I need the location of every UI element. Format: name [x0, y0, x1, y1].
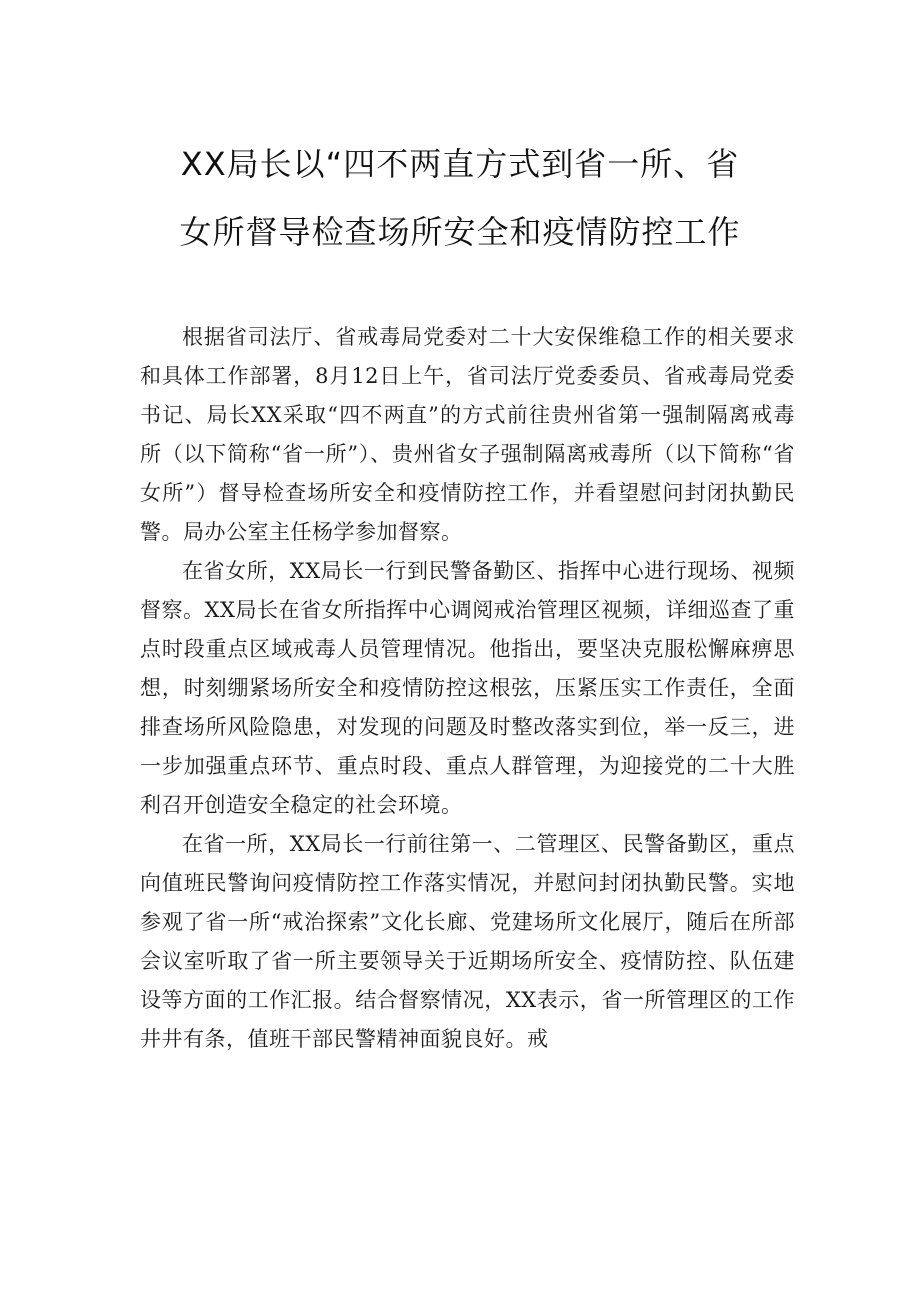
document-title — [100, 145, 820, 251]
title-line-2: 女所督导检查场所安全和疫情防控工作 — [179, 213, 741, 251]
title-line-1: XX局长以“四不两直方式到省一所、省 — [180, 145, 740, 183]
paragraph-2: 在省女所，XX局长一行到民警备勤区、指挥中心进行现场、视频督察。XX局长在省女所指挥中心调阅戒治管理区视频，详细巡查了重点时段重点区域戒毒人员管理情况。他指出，要坚决克服松懈麻痹思想，时刻绷紧场所安全和疫情防控这根弦，压紧压实工作责任，全面排查场所风险隐患，对发现的问题及时整改落实到位，举一反三，进一步加强重点环节、重点时段、重点人群管理，为迎接党的二十大胜利召开创造安全稳定的社会环境。 — [140, 559, 795, 817]
document-body — [140, 318, 795, 1059]
paragraph-3: 在省一所，XX局长一行前往第一、二管理区、民警备勤区，重点向值班民警询问疫情防控工作落实情况，并慰问封闭执勤民警。实地参观了省一所“戒治探索”文化长廊、党建场所文化展厅，随后在所部会议室听取了省一所主要领导关于近期场所安全、疫情防控、队伍建设等方面的工作汇报。结合督察情况，XX表示，省一所管理区的工作井井有条，值班干部民警精神面貌良好。戒 — [140, 832, 795, 1051]
paragraph-1: 根据省司法厅、省戒毒局党委对二十大安保维稳工作的相关要求和具体工作部署，8月12日上午，省司法厅党委委员、省戒毒局党委书记、局长XX采取“四不两直”的方式前往贵州省第一强制隔离戒毒所（以下简称“省一所”）、贵州省女子强制隔离戒毒所（以下简称“省女所”）督导检查场所安全和疫情防控工作，并看望慰问封闭执勤民警。局办公室主任杨学参加督察。 — [140, 325, 795, 544]
